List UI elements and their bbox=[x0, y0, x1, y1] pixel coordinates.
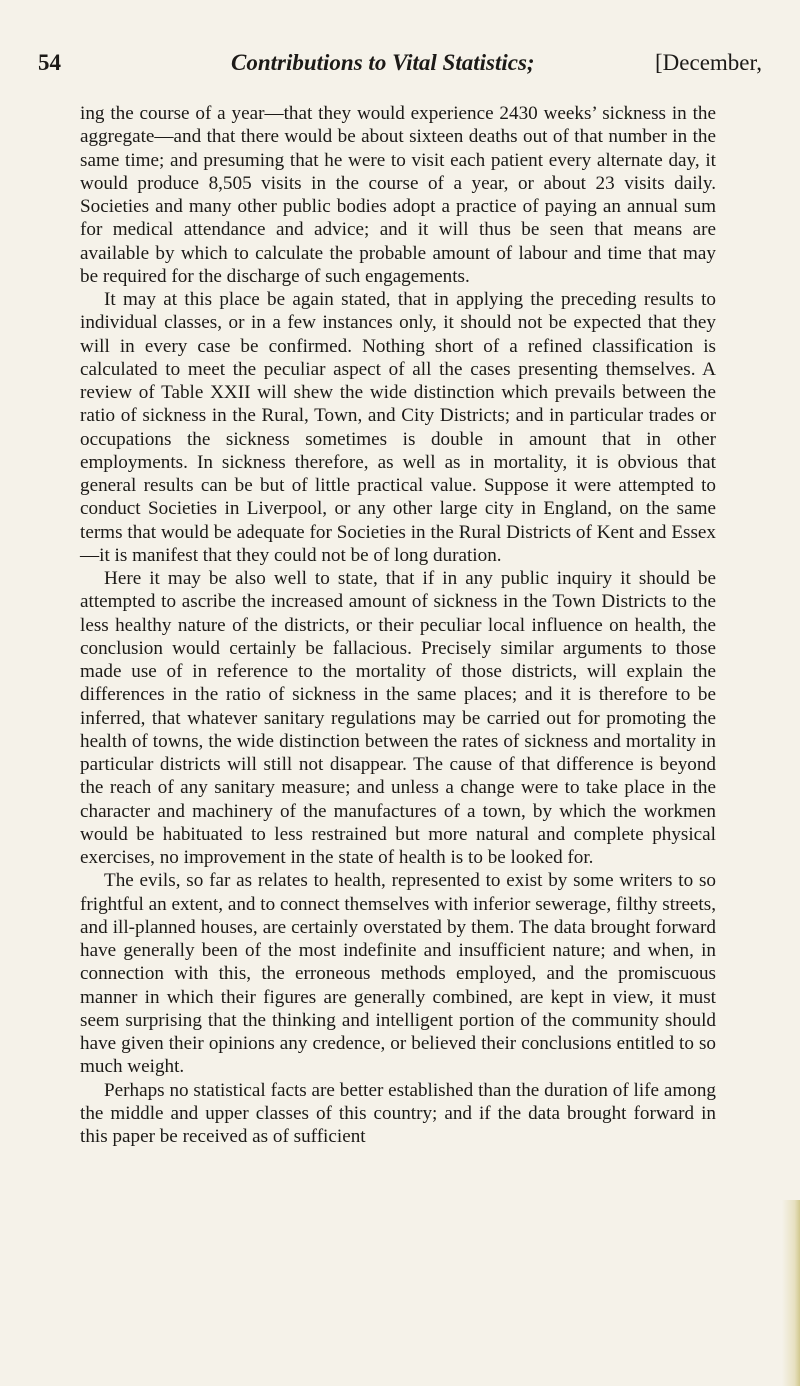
paragraph-2: It may at this place be again stated, that in applying the preceding results to individual classes, or in a few instances only, it should not be expected that they will in every case be confirmed. Nothing short of a refined classification is calculated to meet the peculiar aspect of all the cases presenting themselves. A review of Table XXII will shew the wide distinction which prevails between the ratio of sickness in the Rural, Town, and City Districts; and in particular trades or occupations the sickness sometimes is double in amount that in other employments. In sickness therefore, as well as in mortality, it is obvious that general results can be but of little practical value. Suppose it were attempted to conduct Societies in Liverpool, or any other large city in England, on the same terms that would be adequate for Societies in the Rural Districts of Kent and Essex—it is manifest that they could not be of long duration. bbox=[80, 289, 716, 566]
running-title: Contributions to Vital Statistics; bbox=[231, 50, 535, 75]
page-number: 54 bbox=[38, 50, 61, 75]
page-header bbox=[38, 42, 762, 82]
paragraph-5: Perhaps no statistical facts are better established than the duration of life among the middle and upper classes of this country; and if the data brought forward in this paper be received as of sufficient bbox=[80, 1079, 716, 1147]
body-text bbox=[80, 102, 716, 1148]
running-date: [December, bbox=[655, 50, 762, 75]
paragraph-3: Here it may be also well to state, that if in any public inquiry it should be attempted to ascribe the increased amount of sickness in the Town Districts to the less healthy nature of the districts, or their peculiar local influence on health, the conclusion would certainly be fallacious. Precisely similar arguments to those made use of in reference to the mortality of those districts, will explain the differences in the ratio of sickness in the same places; and it is therefore to be inferred, that whatever sanitary regulations may be carried out for promoting the health of towns, the wide distinction between the rates of sickness and mortality in particular districts will still not disappear. The cause of that difference is beyond the reach of any sanitary measure; and unless a change were to take place in the character and machinery of the manufactures of a town, by which the workmen would be habituated to less restrained but more natural and complete physical exercises, no improvement in the state of health is to be looked for. bbox=[80, 568, 716, 868]
paragraph-1: ing the course of a year—that they would experience 2430 weeks’ sickness in the aggregate—and that there would be about sixteen deaths out of that number in the same time; and presuming that he were to visit each patient every alternate day, it would produce 8,505 visits in the course of a year, or about 23 visits daily. Societies and many other public bodies adopt a practice of paying an annual sum for medical attendance and advice; and it will thus be seen that means are available by which to calculate the probable amount of labour and time that may be required for the discharge of such engagements. bbox=[80, 103, 716, 287]
paragraph-4: The evils, so far as relates to health, represented to exist by some writers to so frightful an extent, and to connect themselves with inferior sewerage, filthy streets, and ill-planned houses, are certainly overstated by them. The data brought forward have generally been of the most indefinite and insufficient nature; and when, in connection with this, the erroneous methods employed, and the promiscuous manner in which their figures are generally combined, are kept in view, it must seem surprising that the thinking and intelligent portion of the community should have given their opinions any credence, or believed their conclusions entitled to so much weight. bbox=[80, 870, 716, 1078]
page-edge-stain bbox=[782, 1200, 800, 1386]
